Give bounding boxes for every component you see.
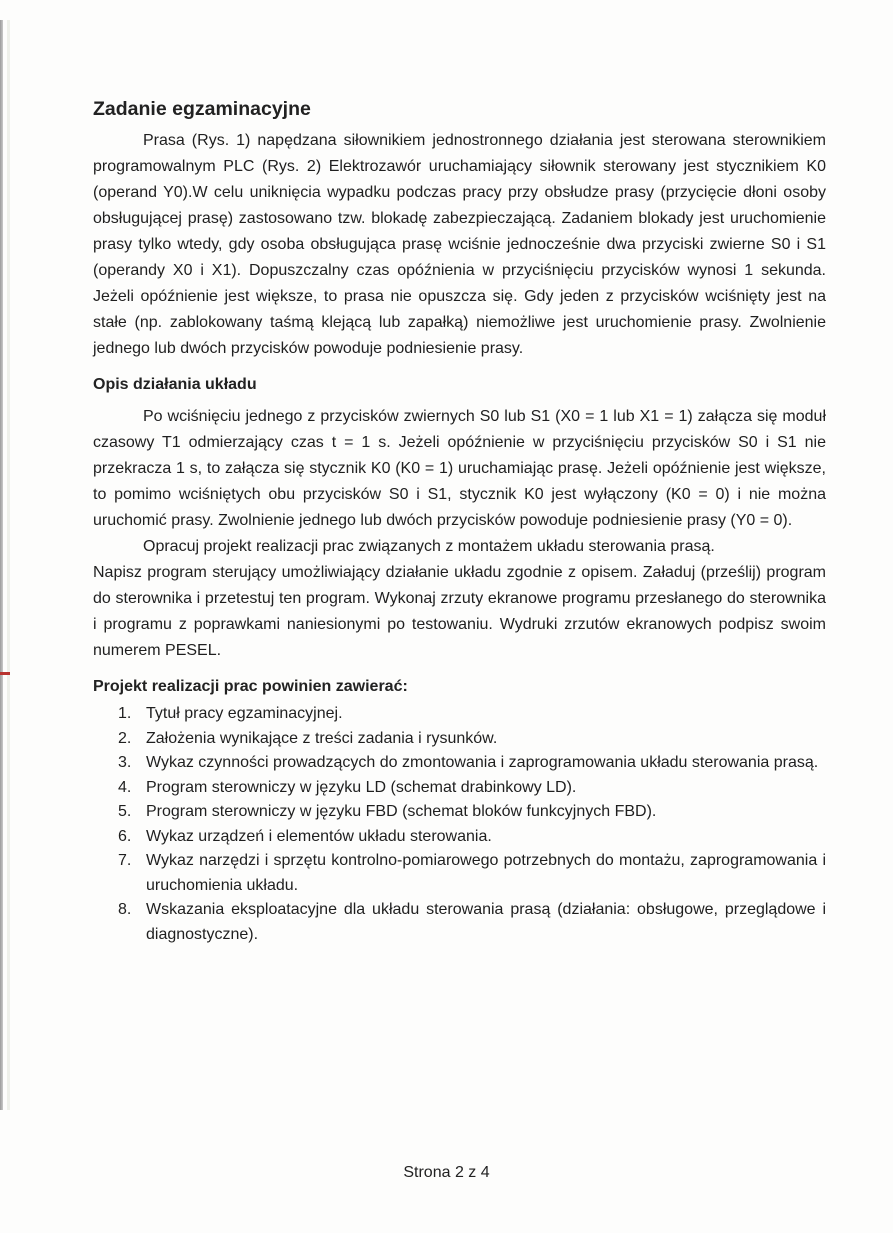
list-item: [93, 898, 826, 947]
document-body: [93, 96, 826, 947]
scan-border-left: [0, 20, 3, 1110]
list-item-text: Program sterowniczy w języku LD (schemat drabinkowy LD).: [146, 778, 577, 796]
list-item-number: 3.: [118, 754, 132, 771]
task-paragraph: Opracuj projekt realizacji prac związanych z montażem układu sterowania prasą.: [143, 538, 715, 555]
list-item-number: 8.: [118, 901, 132, 918]
list-item-text: Wykaz narzędzi i sprzętu kontrolno-pomiarowego potrzebnych do montażu, zaprogramowania i uruchomienia układu.: [146, 852, 826, 894]
list-item: [93, 727, 826, 752]
scan-border-inner: [7, 20, 10, 1110]
list-item: [93, 702, 826, 727]
list-item-text: Założenia wynikające z treści zadania i rysunków.: [146, 729, 498, 747]
list-item-text: Wykaz czynności prowadzących do zmontowania i zaprogramowania układu sterowania prasą.: [146, 754, 819, 771]
instructions-paragraph: Napisz program sterujący umożliwiający działanie układu zgodnie z opisem. Załaduj (prześlij) program do sterownika i przetestuj ten program. Wykonaj zrzuty ekranowe programu przesłanego do sterownika i programu z poprawkami naniesionymi po testowaniu. Wydruki zrzutów ekranowych podpisz swoim numerem PESEL.: [93, 564, 826, 659]
list-item: [93, 751, 826, 776]
list-item-number: 7.: [118, 852, 132, 869]
scan-red-mark: [0, 672, 10, 675]
list-item: [93, 825, 826, 850]
list-item: [93, 800, 826, 825]
list-item-text: Program sterowniczy w języku FBD (schemat bloków funkcyjnych FBD).: [146, 803, 657, 820]
list-item-text: Tytuł pracy egzaminacyjnej.: [146, 705, 343, 722]
section-heading-project: Projekt realizacji prac powinien zawierać:: [93, 678, 408, 695]
project-requirements-list: [93, 702, 826, 947]
list-item-number: 4.: [118, 778, 132, 796]
list-item-number: 5.: [118, 803, 132, 820]
operation-paragraph: Po wciśnięciu jednego z przycisków zwiernych S0 lub S1 (X0 = 1 lub X1 = 1) załącza się moduł czasowy T1 odmierzający czas t = 1 s. Jeżeli opóźnienie w przyciśnięciu przycisków S0 i S1 nie przekracza 1 s, to załącza się stycznik K0 (K0 = 1) uruchamiając prasę. Jeżeli opóźnienie jest większe, to pomimo wciśniętych obu przycisków S0 i S1, stycznik K0 jest wyłączony (K0 = 0) i nie można uruchomić prasy. Zwolnienie jednego lub dwóch przycisków powoduje podniesienie prasy (Y0 = 0).: [93, 408, 826, 529]
document-title: Zadanie egzaminacyjne: [93, 98, 311, 120]
list-item-text: Wskazania eksploatacyjne dla układu sterowania prasą (działania: obsługowe, przeglądowe i diagnostyczne).: [146, 901, 826, 943]
list-item-number: 6.: [118, 827, 132, 845]
list-item-text: Wykaz urządzeń i elementów układu sterowania.: [146, 827, 492, 845]
list-item: [93, 776, 826, 801]
section-heading-operation: Opis działania układu: [93, 376, 257, 393]
list-item: [93, 849, 826, 898]
list-item-number: 2.: [118, 729, 132, 747]
page-number: Strona 2 z 4: [403, 1164, 490, 1181]
intro-paragraph: Prasa (Rys. 1) napędzana siłownikiem jednostronnego działania jest sterowana sterownikiem programowalnym PLC (Rys. 2) Elektrozawór uruchamiający siłownik sterowany jest stycznikiem K0 (operand Y0).W celu uniknięcia wypadku podczas pracy przy obsłudze prasy (przycięcie dłoni osoby obsługującej prasę) zastosowano tzw. blokadę zabezpieczającą. Zadaniem blokady jest uruchomienie prasy tylko wtedy, gdy osoba obsługująca prasę wciśnie jednocześnie dwa przyciski zwierne S0 i S1 (operandy X0 i X1). Dopuszczalny czas opóźnienia w przyciśnięciu przycisków wynosi 1 sekunda. Jeżeli opóźnienie jest większe, to prasa nie opuszcza się. Gdy jeden z przycisków wciśnięty jest na stałe (np. zablokowany taśmą klejącą lub zapałką) niemożliwe jest uruchomienie prasy. Zwolnienie jednego lub dwóch przycisków powoduje podniesienie prasy.: [93, 132, 826, 357]
list-item-number: 1.: [118, 705, 132, 722]
